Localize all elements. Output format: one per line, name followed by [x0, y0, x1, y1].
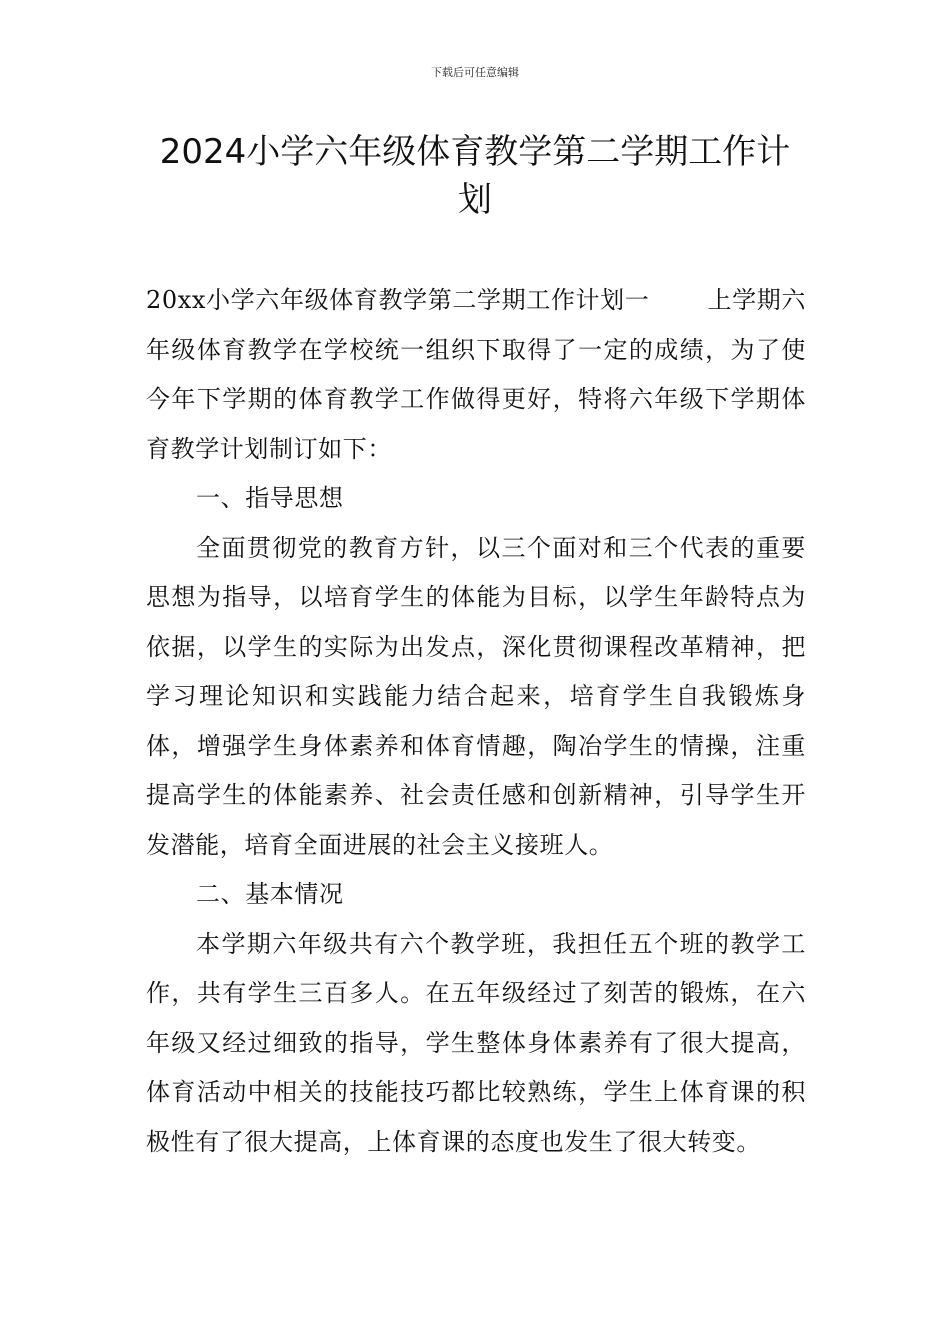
page-header-note: 下载后可任意编辑	[431, 66, 519, 79]
intro-lead: 20xx小学六年级体育教学第二学期工作计划一	[146, 286, 650, 314]
section-heading-guiding-ideology: 一、指导思想	[196, 484, 344, 512]
intro-paragraph	[146, 276, 806, 474]
document-title: 2024小学六年级体育教学第二学期工作计划	[159, 132, 791, 220]
section-heading-basic-situation: 二、基本情况	[196, 880, 344, 908]
section-text-basic-situation: 本学期六年级共有六个教学班，我担任五个班的教学工作，共有学生三百多人。在五年级经过了刻苦的锻炼，在六年级又经过细致的指导，学生整体身体素养有了很大提高，体育活动中相关的技能技巧都比较熟练，学生上体育课的积极性有了很大提高，上体育课的态度也发生了很大转变。	[146, 929, 806, 1156]
section-text-guiding-ideology: 全面贯彻党的教育方针，以三个面对和三个代表的重要思想为指导，以培育学生的体能为目标，以学生年龄特点为依据，以学生的实际为出发点，深化贯彻课程改革精神，把学习理论知识和实践能力结合起来，培育学生自我锻炼身体，增强学生身体素养和体育情趣，陶冶学生的情操，注重提高学生的体能素养、社会责任感和创新精神，引导学生开发潜能，培育全面进展的社会主义接班人。	[146, 533, 806, 859]
document-body	[146, 276, 806, 1167]
intro-rest: 上学期六年级体育教学在学校统一组织下取得了一定的成绩，为了使今年下学期的体育教学工作做得更好，特将六年级下学期体育教学计划制订如下：	[146, 286, 807, 463]
